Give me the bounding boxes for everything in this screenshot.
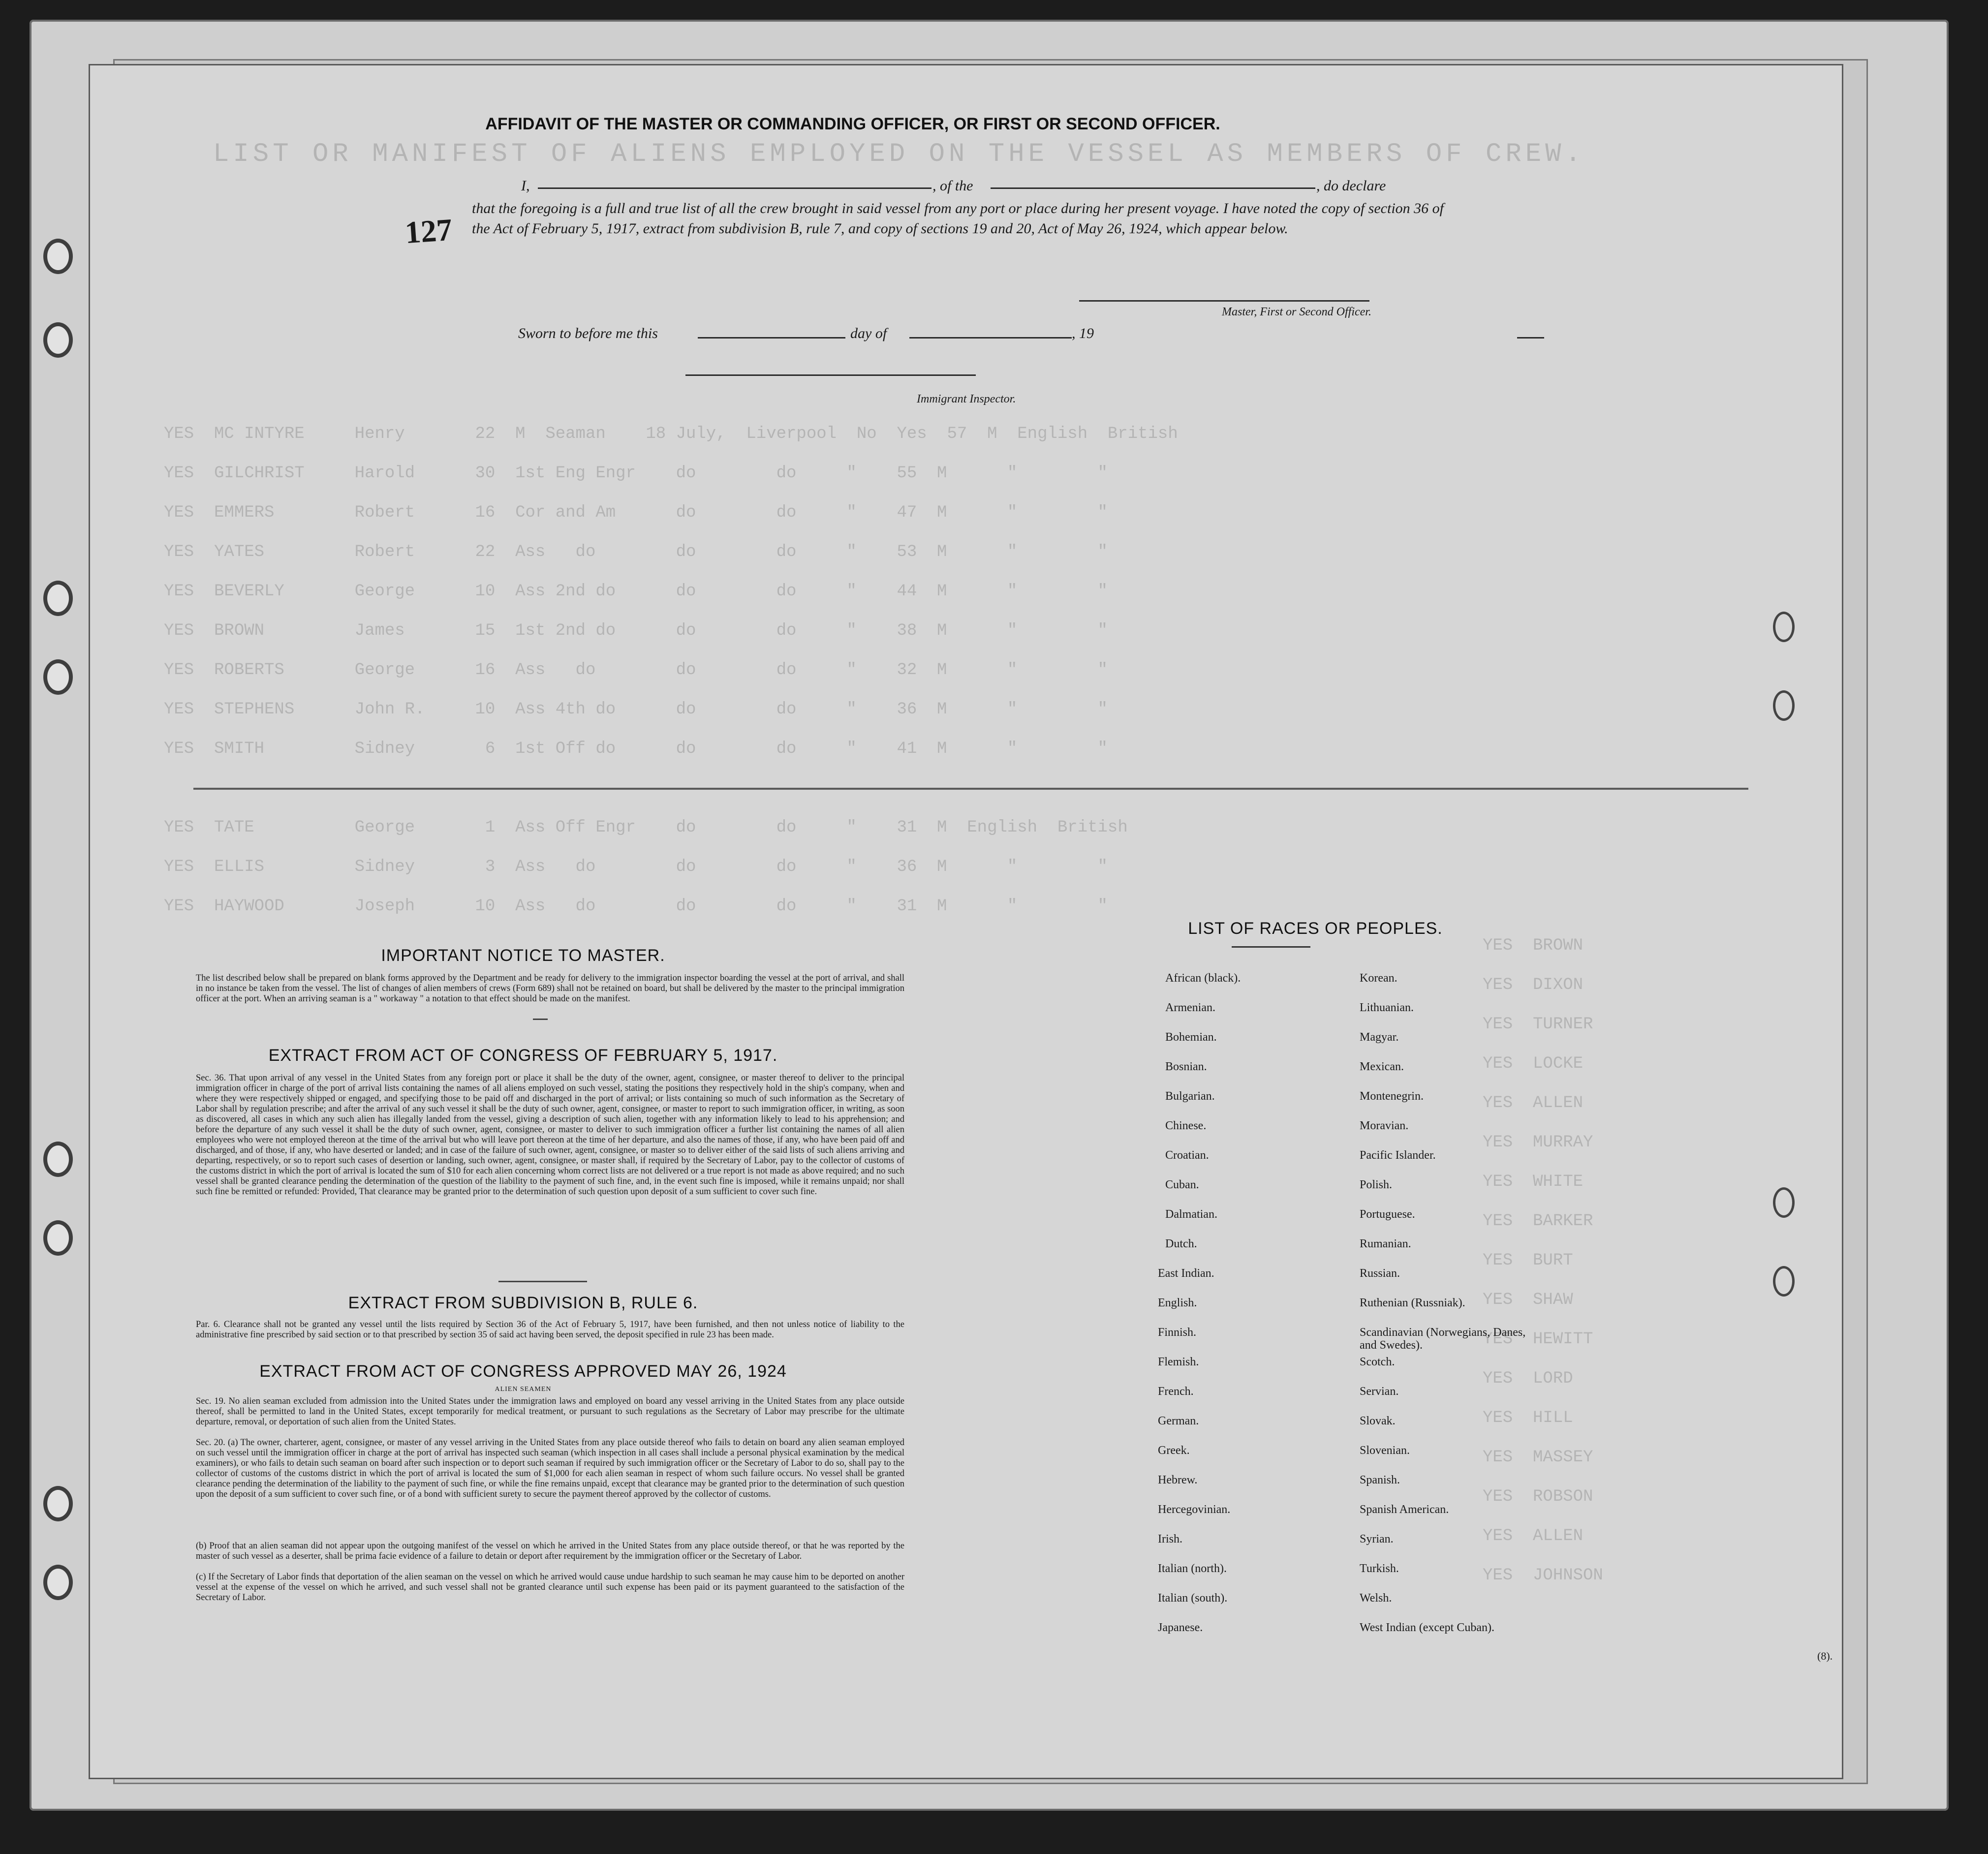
- bleed-through-row: YES MC INTYRE Henry 22 M Seaman 18 July, Liverpool No Yes 57 M English British: [164, 425, 1178, 443]
- affidavit-title: AFFIDAVIT OF THE MASTER OR COMMANDING OFFICER, OR FIRST OR SECOND OFFICER.: [485, 115, 1220, 133]
- bleed-through-row: YES HAYWOOD Joseph 10 Ass do do do " 31 M " ": [164, 897, 1108, 916]
- races-title: LIST OF RACES OR PEOPLES.: [1188, 919, 1443, 938]
- race-item: Bulgarian.: [1165, 1090, 1215, 1103]
- name-blank: [538, 187, 932, 189]
- extract-1924-title: EXTRACT FROM ACT OF CONGRESS APPROVED MAY 26, 1924: [259, 1362, 787, 1381]
- race-item: Polish.: [1360, 1178, 1393, 1191]
- race-item: Pacific Islander.: [1360, 1149, 1436, 1162]
- race-item: Spanish American.: [1360, 1503, 1449, 1516]
- race-item: Slovenian.: [1360, 1444, 1410, 1457]
- binder-hole: [43, 1142, 73, 1177]
- race-item: Scandinavian (Norwegians, Danes, and Swedes).: [1360, 1326, 1526, 1352]
- affidavit-i-label: I,: [521, 178, 530, 194]
- notice-text: The list described below shall be prepared on blank forms approved by the Department and be ready for delivery to the immigration inspector boarding the vessel at the port of arrival, and shall in no instance be taken from the vessel. The list of changes of alien members of crews (Form 689) shall not be retained on board, but shall be delivered by the master to the principal immigration officer at the port. When an arriving seaman is a " workaway " a notation to that effect should be made on the manifest.: [196, 973, 904, 1004]
- punch-ring: [1773, 612, 1795, 642]
- bleed-through-row: YES ELLIS Sidney 3 Ass do do do " 36 M " ": [164, 858, 1108, 876]
- race-item: Armenian.: [1165, 1001, 1215, 1014]
- binder-hole: [43, 659, 73, 695]
- affidavit-sheet: [89, 64, 1843, 1779]
- rule: [1232, 946, 1310, 948]
- race-item: Cuban.: [1165, 1178, 1199, 1191]
- sworn-month-blank: [909, 337, 1072, 339]
- sec20c-text: (c) If the Secretary of Labor finds that deportation of the alien seaman on the vessel on which he arrived would cause undue hardship to such seaman he may cause him to be deported on another vessel at the expense of the vessel on which he arrived, and such vessel shall not be granted clearance until such expense has been paid or its payment guaranteed to the satisfaction of the Secretary of Labor.: [196, 1572, 904, 1603]
- bleed-through-row: YES MURRAY: [1483, 1133, 1593, 1152]
- punch-ring: [1773, 1266, 1795, 1297]
- vessel-blank: [991, 187, 1315, 189]
- master-signature-line: [1079, 300, 1369, 302]
- race-item: Portuguese.: [1360, 1208, 1415, 1221]
- bleed-through-row: YES SMITH Sidney 6 1st Off do do do " 41 M " ": [164, 740, 1108, 758]
- binder-hole: [43, 581, 73, 616]
- bleed-through-row: YES HEWITT: [1483, 1330, 1593, 1349]
- extract-1917-text: Sec. 36. That upon arrival of any vessel in the United States from any foreign port or place it shall be the duty of the owner, agent, consignee, or master thereof to deliver to the principal immigration officer in charge of the port of arrival lists containing the names of all aliens employed on such vessel, stating the positions they respectively hold in the ship's company, when and where they were respectively shipped or engaged, and specifying those to be paid off and discharged in the port of arrival; or lists containing so much of such information as the Secretary of Labor shall by regulation prescribe; and after the arrival of any such vessel it shall be the duty of such owner, agent, consignee, or master to report to such immigration officer, in writing, as soon as discovered, all cases in which any such alien has illegally landed from the vessel, giving a description of such alien, together with any information likely to lead to his apprehension; and before the departure of any such vessel it shall be the duty of such owner, agent, consignee, or master to deliver to such immigration officer a further list containing the names of all alien employees who were not employed thereon at the time of the arrival but who will leave port thereon at the time of her departure, and also the names of those, if any, who have been paid off and discharged, and of those, if any, who have deserted or landed; and in case of the failure of such owner, agent, consignee, or master so to deliver either of the said lists of such aliens arriving and departing, respectively, or so to report such cases of desertion or landing, such owner, agent, consignee, or master shall, if required by the Secretary of Labor, pay to the collector of customs of the customs district in which the port of arrival is located the sum of $10 for each alien concerning whom correct lists are not delivered or a true report is not made as above required; and no such vessel shall be granted clearance pending the determination of the question of the liability to the payment of such fine, and, in the event such fine is imposed, while it remains unpaid; nor shall such fine be remitted or refunded: Provided, That clearance may be granted prior to the determination of such question upon deposit of a sum sufficient to cover such fine.: [196, 1073, 904, 1197]
- race-item: Mexican.: [1360, 1060, 1404, 1073]
- extract-1917-title: EXTRACT FROM ACT OF CONGRESS OF FEBRUARY 5, 1917.: [268, 1046, 778, 1065]
- race-item: Hebrew.: [1158, 1474, 1198, 1486]
- day-of-label: day of: [850, 325, 887, 341]
- race-item: East Indian.: [1158, 1267, 1214, 1280]
- race-item: German.: [1158, 1415, 1199, 1427]
- bleed-through-row: YES BURT: [1483, 1251, 1573, 1270]
- sworn-label: Sworn to before me this: [518, 325, 658, 341]
- race-item: West Indian (except Cuban).: [1360, 1621, 1494, 1634]
- bleed-through-row: YES BROWN: [1483, 936, 1584, 955]
- race-item: Spanish.: [1360, 1474, 1400, 1486]
- race-item: Irish.: [1158, 1533, 1182, 1545]
- race-item: Welsh.: [1360, 1592, 1392, 1605]
- race-item: Moravian.: [1360, 1119, 1409, 1132]
- bleed-through-row: YES EMMERS Robert 16 Cor and Am do do " 47 M " ": [164, 503, 1108, 522]
- race-item: Rumanian.: [1360, 1237, 1411, 1250]
- affidavit-of-the-label: , of the: [932, 178, 973, 194]
- punch-ring: [1773, 1187, 1795, 1218]
- sec20a-text: Sec. 20. (a) The owner, charterer, agent, consignee, or master of any vessel arriving in the United States from any place outside thereof who fails to detain on board any alien seaman employed on such vessel until the immigration officer in charge at the port of arrival has inspected such seaman (which inspection in all cases shall include a personal physical examination by the medical examiners), or who fails to detain such seaman on board after such inspection or to deport such seaman if required by such immigration officer or the Secretary of Labor to do so, shall pay to the collector of customs of the customs district in which the port of arrival is located the sum of $1,000 for each alien seaman in respect of whom such failure occurs. No vessel shall be granted clearance pending the determination of the liability to the payment of such fine, or while the fine remains unpaid, except that clearance may be granted prior to the determination of such question upon the deposit of a sum sufficient to cover such fine, or of a bond with sufficient surety to secure the payment thereof approved by the collector of customs.: [196, 1438, 904, 1499]
- race-item: Lithuanian.: [1360, 1001, 1414, 1014]
- page-number: 127: [404, 212, 454, 250]
- affidavit-declare-label: , do declare: [1316, 178, 1386, 194]
- bleed-through-row: YES STEPHENS John R. 10 Ass 4th do do do " 36 M " ": [164, 700, 1108, 719]
- sworn-day-blank: [698, 337, 845, 339]
- stub-line: [1517, 337, 1544, 339]
- race-item: Dutch.: [1165, 1237, 1197, 1250]
- bleed-through-row: YES ALLEN: [1483, 1094, 1584, 1112]
- bleed-through-row: YES DIXON: [1483, 976, 1584, 994]
- race-item: African (black).: [1165, 972, 1241, 985]
- bleed-through-row: YES ALLEN: [1483, 1527, 1584, 1545]
- bleed-through-row: YES BEVERLY George 10 Ass 2nd do do do " 44 M " ": [164, 582, 1108, 601]
- bleed-through-row: YES TURNER: [1483, 1015, 1593, 1034]
- race-item: Italian (north).: [1158, 1562, 1227, 1575]
- inspector-signature-line: [685, 374, 976, 376]
- bleed-through-row: YES TATE George 1 Ass Off Engr do do " 31 M English British: [164, 818, 1128, 837]
- race-item: Flemish.: [1158, 1356, 1199, 1368]
- notice-title: IMPORTANT NOTICE TO MASTER.: [381, 946, 665, 965]
- bleed-through-row: YES BARKER: [1483, 1212, 1593, 1231]
- rule: [498, 1281, 587, 1282]
- race-item: Chinese.: [1165, 1119, 1207, 1132]
- bleed-through-row: YES HILL: [1483, 1409, 1573, 1427]
- race-item: French.: [1158, 1385, 1194, 1398]
- rule: [533, 1019, 548, 1020]
- punch-ring: [1773, 690, 1795, 721]
- bleed-through-heading: LIST OR MANIFEST OF ALIENS EMPLOYED ON THE VESSEL AS MEMBERS OF CREW.: [213, 139, 1585, 169]
- bleed-through-row: YES GILCHRIST Harold 30 1st Eng Engr do do " 55 M " ": [164, 464, 1108, 483]
- subdivision-title: EXTRACT FROM SUBDIVISION B, RULE 6.: [348, 1294, 698, 1312]
- sec19-text: Sec. 19. No alien seaman excluded from admission into the United States under the immigration laws and employed on board any vessel arriving in the United States from any place outside thereof, shall be permitted to land in the United States, except temporarily for medical treatment, or pursuant to such regulations as the Secretary of Labor may prescribe for the ultimate departure, removal, or deportation of such alien from the United States.: [196, 1396, 904, 1427]
- binder-hole: [43, 1565, 73, 1600]
- race-item: Russian.: [1360, 1267, 1400, 1280]
- race-item: Finnish.: [1158, 1326, 1197, 1339]
- race-item: Hercegovinian.: [1158, 1503, 1231, 1516]
- binder-hole: [43, 1220, 73, 1256]
- form-number: (8).: [1817, 1650, 1833, 1662]
- race-item: Turkish.: [1360, 1562, 1399, 1575]
- race-item: Korean.: [1360, 972, 1398, 985]
- race-item: Japanese.: [1158, 1621, 1203, 1634]
- race-item: Ruthenian (Russniak).: [1360, 1297, 1465, 1309]
- race-item: English.: [1158, 1297, 1197, 1309]
- bleed-through-row: YES MASSEY: [1483, 1448, 1593, 1467]
- extract-1924-subtitle: ALIEN SEAMEN: [495, 1386, 552, 1393]
- divider-line: [193, 788, 1748, 790]
- race-item: Croatian.: [1165, 1149, 1209, 1162]
- year-label: , 19: [1072, 325, 1094, 341]
- inspector-label: Immigrant Inspector.: [917, 393, 1016, 405]
- race-item: Scotch.: [1360, 1356, 1395, 1368]
- bleed-through-row: YES BROWN James 15 1st 2nd do do do " 38 M " ": [164, 621, 1108, 640]
- binder-hole: [43, 1486, 73, 1521]
- binder-hole: [43, 322, 73, 358]
- bleed-through-row: YES ROBSON: [1483, 1487, 1593, 1506]
- race-item: Montenegrin.: [1360, 1090, 1424, 1103]
- binder-hole: [43, 239, 73, 274]
- race-item: Dalmatian.: [1165, 1208, 1217, 1221]
- bleed-through-row: YES SHAW: [1483, 1291, 1573, 1309]
- race-item: Slovak.: [1360, 1415, 1396, 1427]
- bleed-through-row: YES WHITE: [1483, 1173, 1584, 1191]
- race-item: Servian.: [1360, 1385, 1399, 1398]
- race-item: Greek.: [1158, 1444, 1190, 1457]
- affidavit-body: that the foregoing is a full and true list of all the crew brought in said vessel from any port or place during her present voyage. I have noted the copy of section 36 of the Act of February 5, 1917, extract from subdivision B, rule 7, and copy of sections 19 and 20, Act of May 26, 1924, which appear below.: [472, 200, 1444, 237]
- race-item: Bohemian.: [1165, 1031, 1217, 1044]
- bleed-through-row: YES ROBERTS George 16 Ass do do do " 32 M " ": [164, 661, 1108, 680]
- bleed-through-row: YES JOHNSON: [1483, 1566, 1603, 1585]
- sec20b-text: (b) Proof that an alien seaman did not appear upon the outgoing manifest of the vessel on which he arrived in the United States from any place outside thereof, or that he was reported by the master of such vessel as a deserter, shall be prima facie evidence of a failure to detain or deport after requirement by the immigration officer or the Secretary of Labor.: [196, 1541, 904, 1561]
- bleed-through-row: YES LOCKE: [1483, 1054, 1584, 1073]
- race-item: Syrian.: [1360, 1533, 1394, 1545]
- race-item: Magyar.: [1360, 1031, 1399, 1044]
- bleed-through-row: YES LORD: [1483, 1369, 1573, 1388]
- bleed-through-row: YES YATES Robert 22 Ass do do do " 53 M " ": [164, 543, 1108, 561]
- subdivision-text: Par. 6. Clearance shall not be granted any vessel until the lists required by Section 36 of the Act of February 5, 1917, have been furnished, and then not unless notice of liability to the administrative fine prescribed by said section or to that prescribed by section 35 of said act having been served, the deposit specified in rule 23 has been made.: [196, 1320, 904, 1340]
- master-signature-label: Master, First or Second Officer.: [1222, 306, 1371, 318]
- race-item: Bosnian.: [1165, 1060, 1207, 1073]
- race-item: Italian (south).: [1158, 1592, 1228, 1605]
